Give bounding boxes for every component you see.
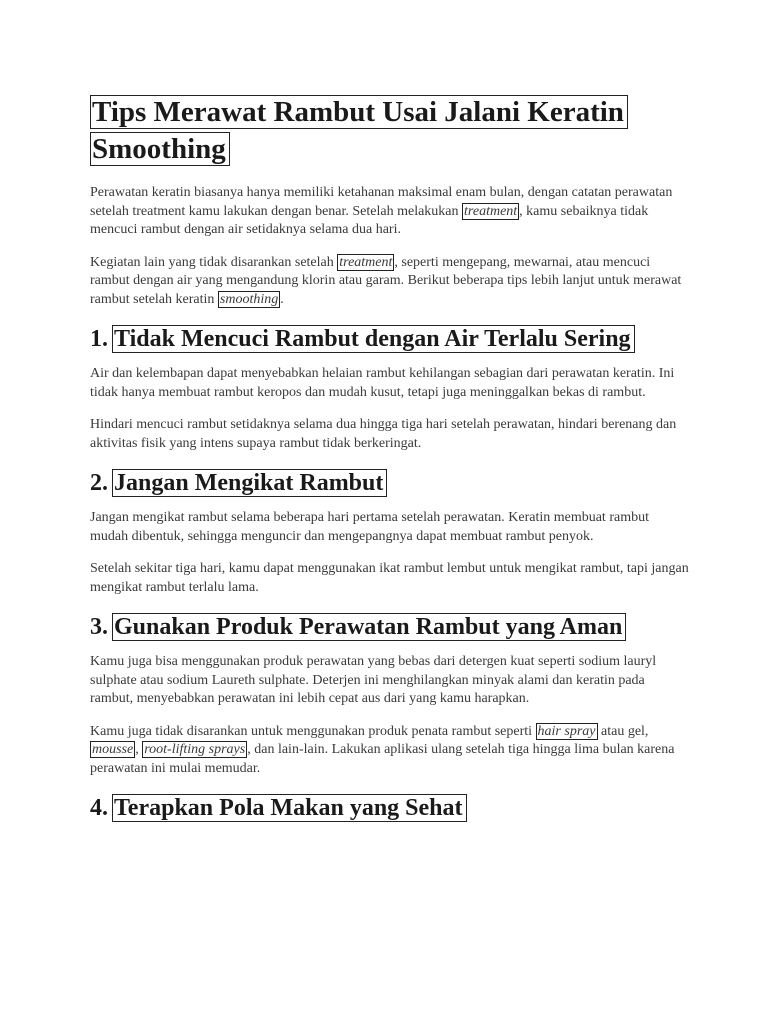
intro-paragraph-1 [90, 184, 690, 240]
section-3-heading [90, 611, 688, 643]
section-1-number: 1. [90, 326, 108, 352]
term-hair-spray: hair spray [537, 723, 596, 739]
term-mousse: mousse [92, 742, 134, 757]
section-3-heading-text: Gunakan Produk Perawatan Rambut yang Aman [112, 613, 626, 641]
intro-1-term-treatment: treatment [464, 203, 518, 219]
intro-1-text-a: Perawatan keratin biasanya hanya memiliki ketahanan maksimal enam bulan, dengan catatan perawatan setelah treatment kamu lakukan dengan benar. Setelah melakukan [90, 185, 673, 219]
page-title-text: Tips Merawat Rambut Usai Jalani Keratin Smoothing [90, 95, 628, 166]
intro-2-term-treatment: treatment [339, 254, 393, 270]
section-3-paragraph-2 [90, 723, 690, 779]
page-title [90, 94, 688, 168]
term-root-lifting-sprays: root-lifting sprays [144, 742, 246, 757]
section-1-heading-text: Tidak Mencuci Rambut dengan Air Terlalu Sering [112, 325, 635, 353]
intro-paragraph-2 [90, 254, 690, 310]
intro-2-term-smoothing: smoothing [219, 291, 279, 307]
intro-2-text-a: Kegiatan lain yang tidak disarankan setelah [90, 254, 338, 270]
section-2-paragraph-2: Setelah sekitar tiga hari, kamu dapat menggunakan ikat rambut lembut untuk mengikat rambut, tapi jangan mengikat rambut terlalu lama. [90, 561, 689, 595]
section-3-p2-text-b: atau gel, [597, 723, 649, 739]
section-4-heading [90, 792, 688, 824]
section-2-paragraph-1: Jangan mengikat rambut selama beberapa hari pertama setelah perawatan. Keratin membuat rambut mudah dibentuk, sehingga menguncir dan mengepangnya dapat membuat rambut penyok. [90, 510, 649, 544]
section-2-heading-text: Jangan Mengikat Rambut [112, 469, 387, 497]
section-2-heading [90, 467, 688, 499]
section-3-number: 3. [90, 614, 108, 640]
section-3-paragraph-1: Kamu juga bisa menggunakan produk perawatan yang bebas dari detergen kuat seperti sodium lauryl sulphate atau sodium Laureth sulphate. Deterjen ini menghilangkan minyak alami dan keratin pada rambut, menyebabkan perawatan ini lebih cepat aus dari yang kamu harapkan. [90, 654, 657, 706]
intro-2-text-c: . [280, 291, 284, 307]
section-4-number: 4. [90, 795, 108, 821]
section-4-heading-text: Terapkan Pola Makan yang Sehat [112, 794, 467, 822]
section-3-p2-text-d: , dan lain-lain. Lakukan aplikasi ulang setelah tiga hingga lima bulan karena perawatan ini mulai memudar. [90, 742, 675, 776]
section-1-heading [90, 323, 688, 355]
intro-1-text-b: , kamu sebaiknya tidak mencuci rambut dengan air setidaknya selama dua hari. [90, 203, 649, 237]
section-1-paragraph-2: Hindari mencuci rambut setidaknya selama dua hingga tiga hari setelah perawatan, hindari berenang dan aktivitas fisik yang intens supaya rambut tidak berkeringat. [90, 417, 677, 451]
section-3-p2-text-c: , [135, 742, 143, 757]
section-3-p2-text-a: Kamu juga tidak disarankan untuk menggunakan produk penata rambut seperti [90, 723, 536, 739]
section-2-number: 2. [90, 470, 108, 496]
intro-2-text-b: , seperti mengepang, mewarnai, atau mencuci rambut dengan air yang mengandung klorin atau garam. Berikut beberapa tips lebih lanjut untuk merawat rambut setelah keratin [90, 254, 682, 307]
section-1-paragraph-1: Air dan kelembapan dapat menyebabkan helaian rambut kehilangan sebagian dari perawatan keratin. Ini tidak hanya membuat rambut keropos dan mudah kusut, tetapi juga meninggalkan bekas di rambut. [90, 366, 675, 400]
